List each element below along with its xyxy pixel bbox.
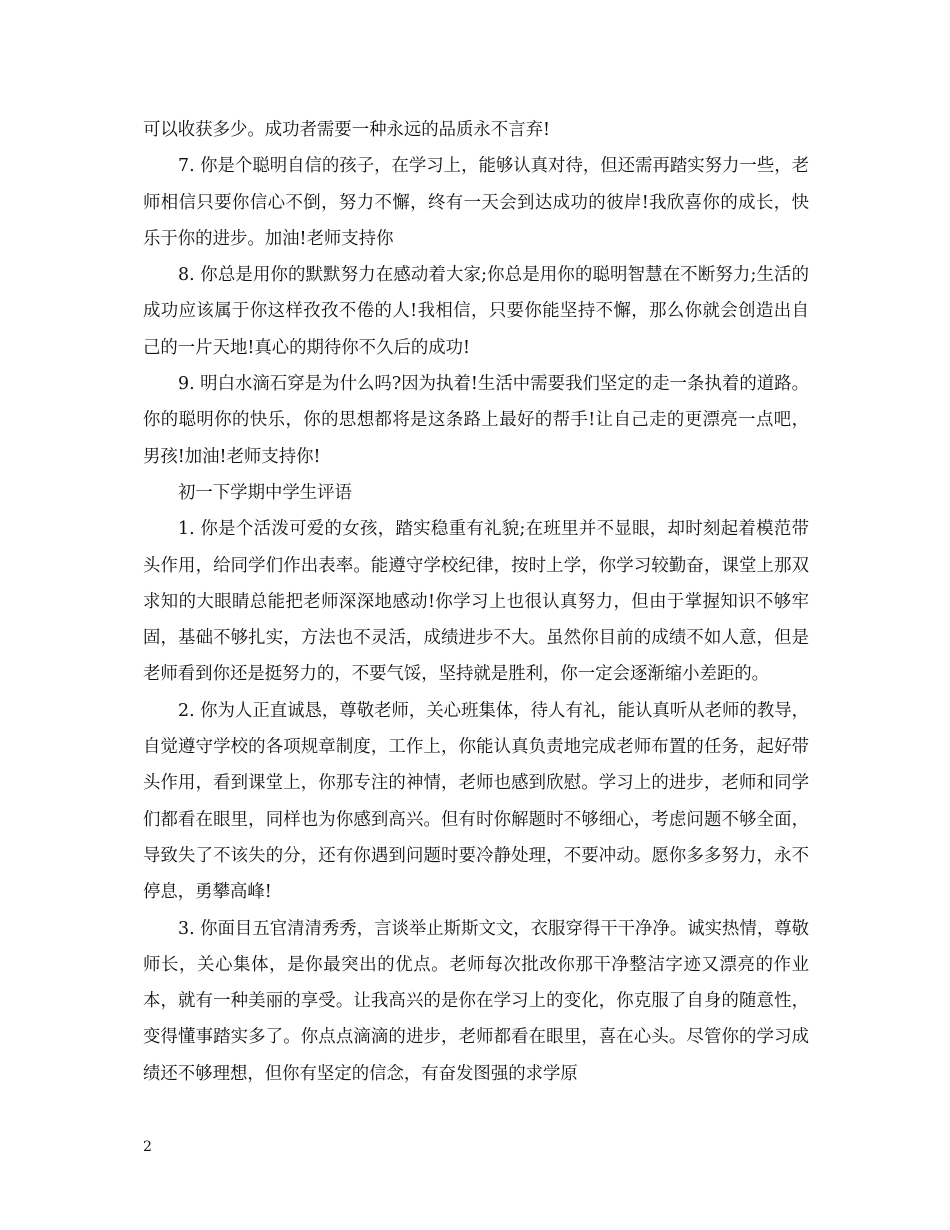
paragraph-comment-3: 3. 你面目五官清清秀秀，言谈举止斯斯文文，衣服穿得干干净净。诚实热情，尊敬师长，关心集体，是你最突出的优点。老师每次批改你那干净整洁字迹又漂亮的作业本，就有一种美丽的享受。让我高兴的是你在学习上的变化，你克服了自身的随意性，变得懂事踏实多了。你点点滴滴的进步，老师都看在眼里，喜在心头。尽管你的学习成绩还不够理想，但你有坚定的信念，有奋发图强的求学原	[143, 918, 809, 1084]
paragraph-comment-7: 7. 你是个聪明自信的孩子，在学习上，能够认真对待，但还需再踏实努力一些，老师相信只要你信心不倒，努力不懈，终有一天会到达成功的彼岸!我欣喜你的成长，快乐于你的进步。加油!老师支持你	[143, 156, 809, 249]
paragraph-comment-9: 9. 明白水滴石穿是为什么吗?因为执着!生活中需要我们坚定的走一条执着的道路。你的聪明你的快乐，你的思想都将是这条路上最好的帮手!让自己走的更漂亮一点吧，男孩!加油!老师支持你!	[143, 374, 809, 467]
paragraph-comment-2: 2. 你为人正直诚恳，尊敬老师，关心班集体，待人有礼，能认真听从老师的教导，自觉遵守学校的各项规章制度，工作上，你能认真负责地完成老师布置的任务，起好带头作用，看到课堂上，你那专注的神情，老师也感到欣慰。学习上的进步，老师和同学们都看在眼里，同样也为你感到高兴。但有时你解题时不够细心，考虑问题不够全面，导致失了不该失的分，还有你遇到问题时要冷静处理，不要冲动。愿你多多努力，永不停息，勇攀高峰!	[143, 700, 809, 903]
paragraph-comment-1: 1. 你是个活泼可爱的女孩，踏实稳重有礼貌;在班里并不显眼，却时刻起着模范带头作用，给同学们作出表率。能遵守学校纪律，按时上学，你学习较勤奋，课堂上那双求知的大眼睛总能把老师深深地感动!你学习上也很认真努力，但由于掌握知识不够牢固，基础不够扎实，方法也不灵活，成绩进步不大。虽然你目前的成绩不如人意，但是老师看到你还是挺努力的，不要气馁，坚持就是胜利，你一定会逐渐缩小差距的。	[143, 519, 809, 685]
page-number: 2	[143, 1139, 152, 1155]
paragraph-comment-8: 8. 你总是用你的默默努力在感动着大家;你总是用你的聪明智慧在不断努力;生活的成功应该属于你这样孜孜不倦的人!我相信，只要你能坚持不懈，那么你就会创造出自己的一片天地!真心的期待你不久后的成功!	[143, 265, 809, 358]
section-heading: 初一下学期中学生评语	[178, 482, 352, 503]
paragraph-continuation: 可以收获多少。成功者需要一种永远的品质永不言弃!	[143, 120, 550, 140]
document-body	[143, 112, 809, 1092]
